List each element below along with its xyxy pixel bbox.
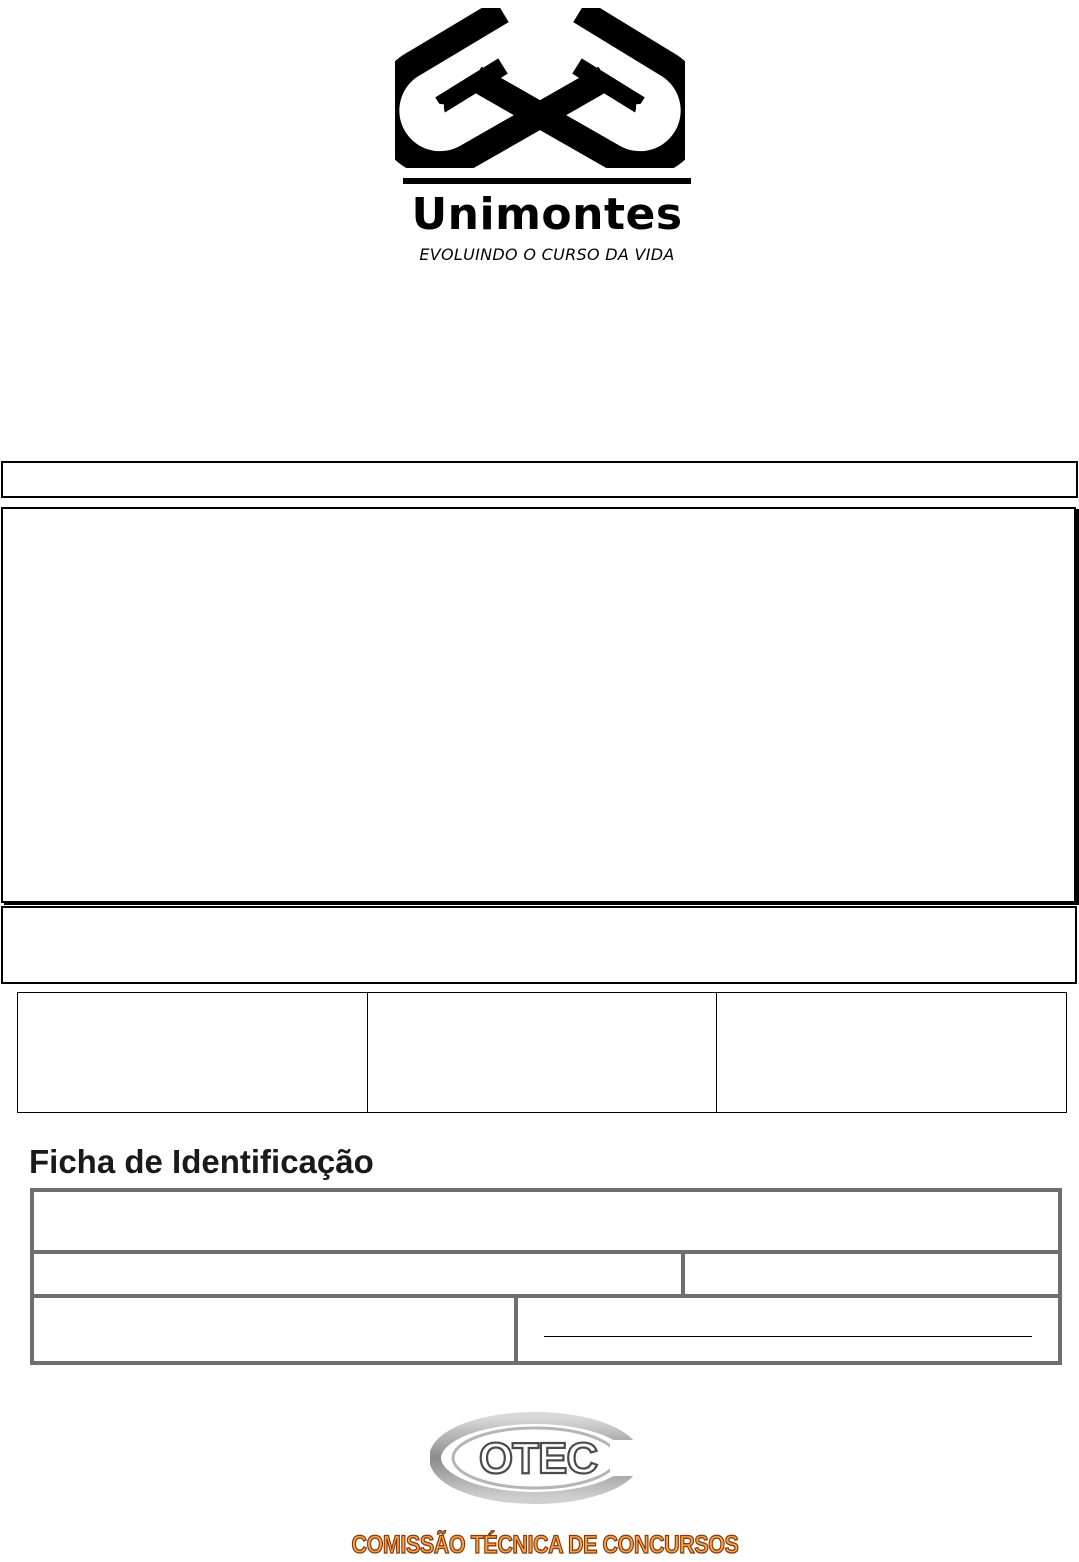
info-box-3 (716, 993, 1066, 1112)
info-box-row (17, 992, 1067, 1113)
ficha-title: Ficha de Identificação (29, 1143, 374, 1180)
ficha-table (30, 1188, 1062, 1365)
ficha-field-right[interactable] (681, 1254, 1058, 1294)
header-field-box (1, 461, 1078, 498)
info-box-1 (18, 993, 367, 1112)
notice-box (1, 906, 1077, 984)
ficha-row-3 (34, 1298, 1058, 1361)
cotec-logo-text: OTEC (478, 1434, 598, 1483)
ficha-field-bottom-left[interactable] (34, 1298, 514, 1361)
ficha-field-left[interactable] (34, 1254, 681, 1294)
ficha-name-field[interactable] (34, 1192, 1058, 1250)
logo-wordmark: Unimontes (411, 189, 683, 240)
cotec-logo-mark (430, 1410, 650, 1505)
ficha-row-1 (34, 1192, 1058, 1254)
ficha-row-2 (34, 1254, 1058, 1298)
info-box-2 (367, 993, 717, 1112)
instructions-box (1, 507, 1076, 903)
ficha-signature-field[interactable] (514, 1298, 1058, 1361)
signature-line (544, 1336, 1032, 1337)
logo-slogan: EVOLUINDO O CURSO DA VIDA (419, 245, 675, 264)
cotec-caption: COMISSÃO TÉCNICA DE CONCURSOS (351, 1531, 739, 1559)
unimontes-logo-mark (395, 8, 685, 168)
logo-rule (403, 178, 691, 184)
